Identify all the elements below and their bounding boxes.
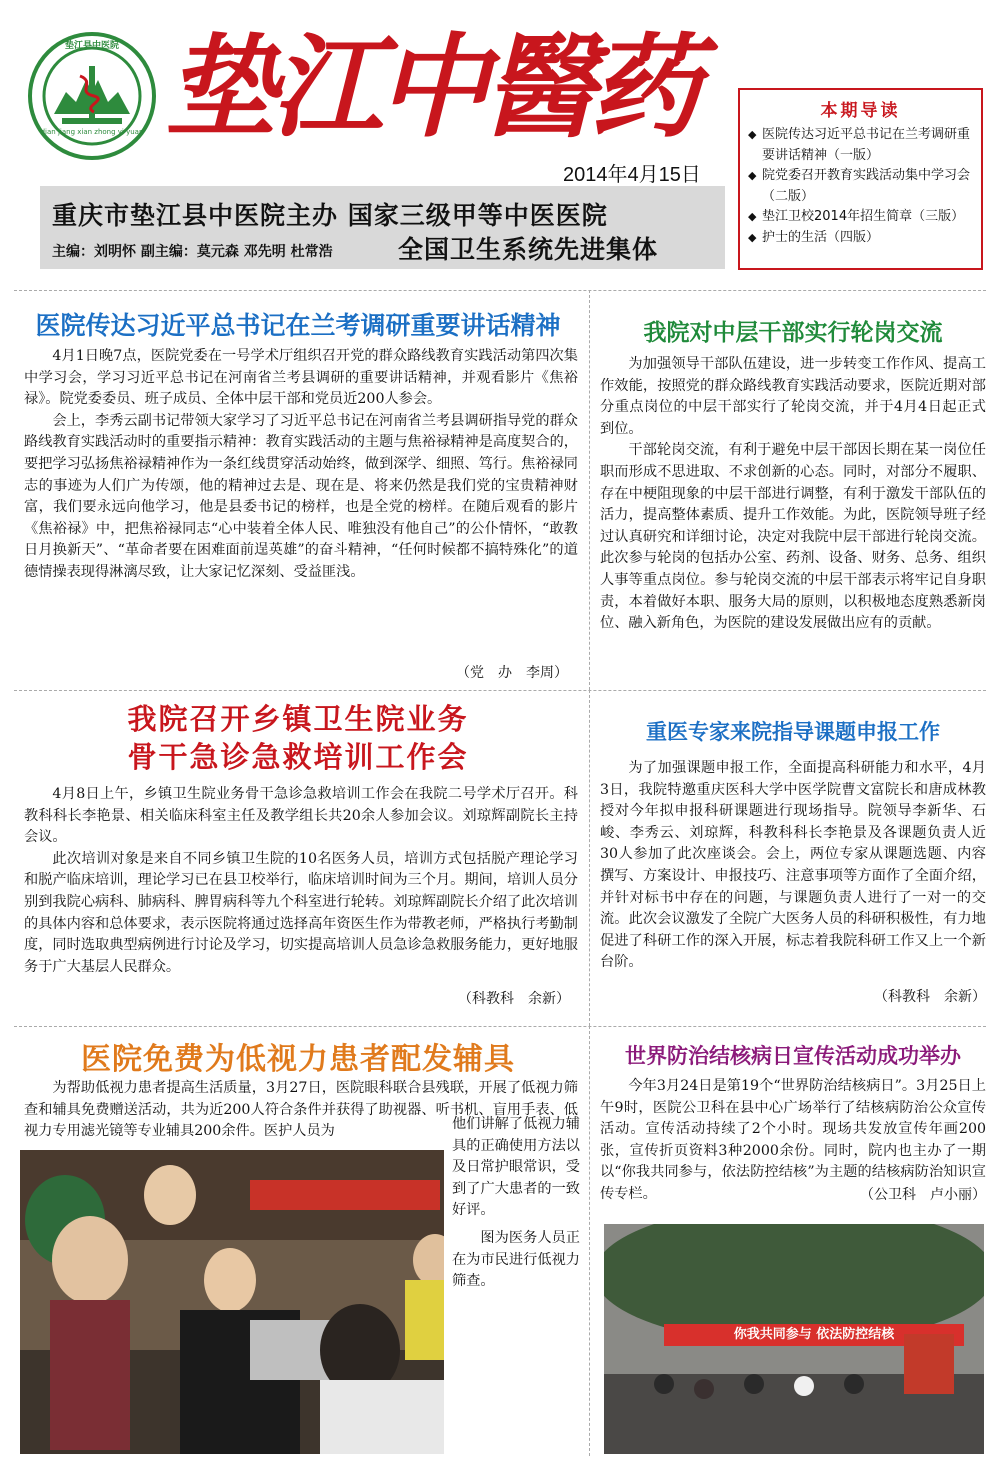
- article-body: [24, 784, 578, 978]
- toc-item: ◆ 垫江卫校2014年招生简章（三版）: [748, 207, 973, 228]
- article-photo: [604, 1224, 984, 1454]
- column-divider: [589, 290, 590, 690]
- column-divider: [589, 690, 590, 1026]
- article-paragraph: 4月1日晚7点，医院党委在一号学术厅组织召开党的群众路线教育实践活动第四次集中学习会，学习习近平总书记在河南省兰考县调研的重要讲话精神，并观看影片《焦裕禄》。院党委委员、班子成员、全体中层干部和党员近200人参会。: [24, 348, 578, 408]
- logo-pinyin: dian jiang xian zhong yi yuan: [40, 128, 144, 136]
- article-byline: （科教科 余新）: [458, 991, 570, 1007]
- article-headline: 世界防治结核病日宣传活动成功举办: [625, 1044, 961, 1068]
- article-headline: [18, 700, 578, 776]
- article-headline: 重医专家来院指导课题申报工作: [646, 720, 940, 744]
- article-paragraph: 今年3月24日是第19个“世界防治结核病日”。3月25日上午9时，医院公卫科在县中心广场举行了结核病防治公众宣传活动。宣传活动持续了2个小时。现场共发放宣传年画200张，宣传折页资料3种2000余份。同时，院内也主办了一期以“你我共同参与，依法防控结核”为主题的结核病防治知识宣传专栏。: [600, 1078, 986, 1202]
- editors-line: 主编：刘明怀 副主编：莫元森 邓先明 杜常浩: [52, 244, 333, 260]
- article-byline: （公卫科 卢小丽）: [860, 1187, 986, 1203]
- article-paragraph: 4月8日上午，乡镇卫生院业务骨干急诊急救培训工作会在我院二号学术厅召开。科教科科长李艳景、相关临床科室主任及教学组长共20余人参加会议。刘琼辉副院长主持会议。: [24, 786, 578, 846]
- toc-item: ◆ 护士的生活（四版）: [748, 228, 973, 249]
- article-paragraph: 为帮助低视力患者提高生活质量，3月27日，医院眼科联合县残联，开展了低视力筛查和辅具免费赠送活动，共为近200人符合条件并获得了助视器、听书机、盲用手表、低视力专用滤光镜等专业辅具200余件。医护人员为: [24, 1080, 578, 1140]
- table-of-contents: [738, 88, 983, 270]
- banner-line-2: 全国卫生系统先进集体: [398, 235, 659, 264]
- article-headline: 我院对中层干部实行轮岗交流: [643, 320, 943, 346]
- issue-date: 2014年4月15日: [563, 164, 701, 186]
- eye-screening-photo: [20, 1150, 444, 1454]
- article-paragraph: 为了加强课题申报工作，全面提高科研能力和水平，4月3日，我院特邀重庆医科大学中医学院曹文富院长和唐成林教授对今年拟申报科研课题进行现场指导。院领导李新华、石峻、李秀云、刘琼辉，科教科科长李艳景及各课题负责人近30人参加了此次座谈会。会上，两位专家从课题选题、内容撰写、方案设计、申报技巧、注意事项等方面作了全面介绍，并针对标书中存在的问题，与课题负责人进行了一对一的交流。此次会议激发了全院广大医务人员的科研积极性，有力地促进了科研工作的深入开展，标志着我院科研工作又上一个新台阶。: [600, 760, 986, 971]
- logo-emblem-icon: [32, 36, 152, 156]
- section-divider: [14, 1026, 986, 1027]
- article-paragraph: 会上，李秀云副书记带领大家学习了习近平总书记在河南省兰考县调研指导党的群众路线教育实践活动时的重要指示精神：教育实践活动的主题与焦裕禄精神是高度契合的，要把学习弘扬焦裕禄精神作为一条红线贯穿活动始终，做到深学、细照、笃行。焦裕禄同志的事迹为人们广为传颂，他的精神过去是、现在是、将来仍然是我们党的宝贵精神财富，我们要永远向他学习，他是县委书记的榜样，也是全党的榜样。在随后观看的影片《焦裕禄》中，把焦裕禄同志“心中装着全体人民、唯独没有他自己”的公仆情怀，“敢教日月换新天”、“革命者要在困难面前逞英雄”的奋斗精神，“任何时候都不搞特殊化”的道德情操表现得淋漓尽致，让大家记忆深刻、受益匪浅。: [24, 412, 578, 580]
- article-paragraph: 为加强领导干部队伍建设，进一步转变工作作风、提高工作效能，按照党的群众路线教育实践活动要求，医院近期对部分重点岗位的中层干部实行了轮岗交流，并于4月4日起正式到位。: [600, 356, 986, 437]
- article-sidebar-text: [452, 1114, 580, 1293]
- photo-banner-text: 你我共同参与 依法防控结核: [733, 1327, 895, 1342]
- column-divider: [589, 1026, 590, 1456]
- article-body: [600, 758, 986, 974]
- photo-caption: 图为医务人员正在为市民进行低视力筛查。: [452, 1229, 580, 1290]
- section-divider: [14, 290, 986, 291]
- logo-ring-text: 垫江县中医院: [64, 41, 119, 51]
- article-byline: （党 办 李周）: [456, 665, 568, 681]
- banner-line-1: 重庆市垫江县中医院主办 国家三级甲等中医医院: [52, 201, 608, 230]
- masthead-banner: [40, 186, 725, 269]
- article-body: [24, 346, 578, 584]
- article-paragraph: 此次培训对象是来自不同乡镇卫生院的10名医务人员，培训方式包括脱产理论学习和脱产临床培训，理论学习已在县卫校举行，临床培训时间为三个月。期间，培训人员分别到我院心病科、肺病科、脾胃病科等九个科室进行轮转。刘琼辉副院长介绍了此次培训的具体内容和总体要求，表示医院将通过选择高年资医生作为带教老师，严格执行考勤制度，同时选取典型病例进行讨论及学习，切实提高培训人员急诊急救服务能力，更好地服务于广大基层人民群众。: [24, 850, 578, 975]
- hospital-logo: [28, 32, 156, 160]
- article-paragraph: 干部轮岗交流，有利于避免中层干部因长期在某一岗位任职而形成不思进取、不求创新的心态。同时，对部分不履职、存在中梗阻现象的中层干部进行调整，有利于激发干部队伍的活力，提高整体素质、提升工作效能。为此，医院领导班子经过认真研究和详细讨论，决定对我院中层干部进行轮岗交流。此次参与轮岗的包括办公室、药剂、设备、财务、总务、组织人事等重点岗位。参与轮岗交流的中层干部表示将牢记自身职责，本着做好本职、服务大局的原则，以积极地态度熟悉新岗位、融入新角色，为医院的建设发展做出应有的贡献。: [600, 442, 986, 632]
- article-headline: 医院免费为低视力患者配发辅具: [81, 1042, 515, 1077]
- article-paragraph: 他们讲解了低视力辅具的正确使用方法以及日常护眼常识，受到了广大患者的一致好评。: [452, 1116, 580, 1219]
- article-body: [600, 354, 986, 635]
- article-byline: （科教科 余新）: [874, 989, 986, 1005]
- article-headline: 医院传达习近平总书记在兰考调研重要讲话精神: [35, 311, 561, 340]
- headline-line: 骨干急诊急救培训工作会: [127, 740, 469, 774]
- section-divider: [14, 690, 986, 691]
- toc-item: ◆ 医院传达习近平总书记在兰考调研重要讲话精神（一版）: [748, 125, 973, 166]
- toc-title: 本期导读: [820, 101, 901, 121]
- toc-item: ◆ 院党委召开教育实践活动集中学习会（二版）: [748, 166, 973, 207]
- article-photo: [20, 1150, 444, 1454]
- masthead-title: 垫江中醫药: [165, 22, 695, 153]
- headline-line: 我院召开乡镇卫生院业务: [127, 702, 469, 736]
